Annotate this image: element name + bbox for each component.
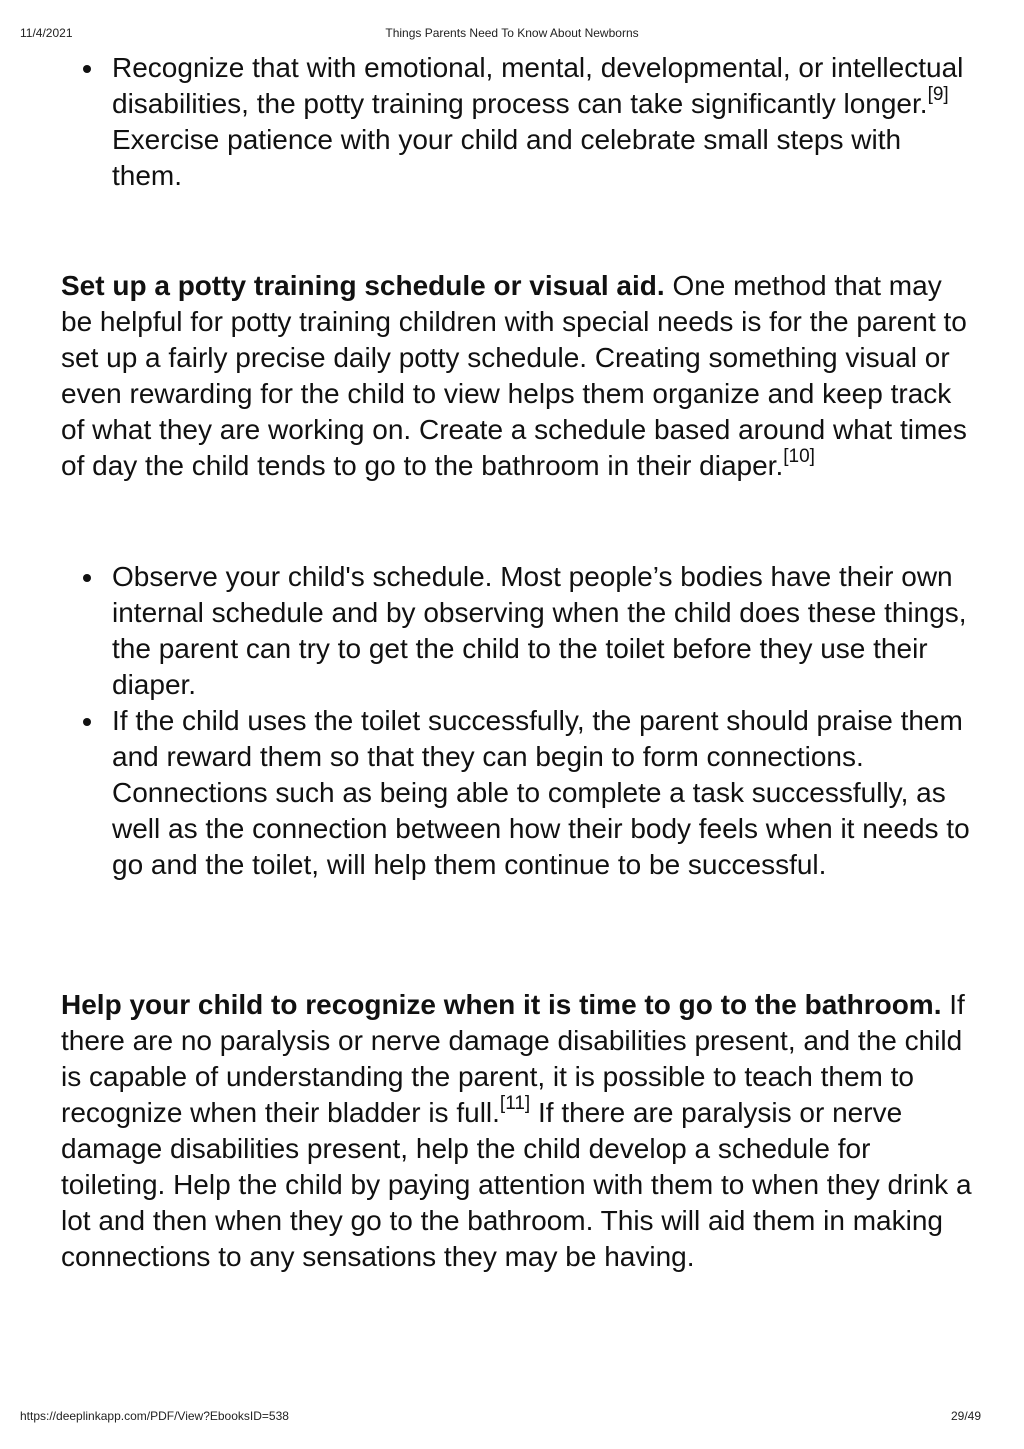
header-title: Things Parents Need To Know About Newborns xyxy=(385,26,639,40)
section-heading: Set up a potty training schedule or visual aid. xyxy=(61,270,665,301)
section-recognize-paragraph xyxy=(61,987,976,1275)
section-schedule-paragraph xyxy=(61,268,976,484)
citation-link[interactable]: [11] xyxy=(499,1093,531,1114)
bullet-list xyxy=(61,50,976,194)
bullet-icon xyxy=(83,574,91,582)
citation-link[interactable]: [9] xyxy=(927,84,949,105)
bullet-list xyxy=(61,559,976,883)
bullet-icon xyxy=(83,718,91,726)
bullet-text: Recognize that with emotional, mental, developmental, or intellectual disabilities, the potty training process can take significantly longer. xyxy=(112,52,964,119)
bullet-icon xyxy=(83,65,91,73)
paragraph-body-continued: If there are paralysis or nerve damage disabilities present, help the child develop a schedule for toileting. Help the child by paying attention with them to when they drink a lot and then when they go to the bathroom. This will aid them in making connections to any sensations they may be having. xyxy=(61,1097,972,1272)
paragraph xyxy=(61,987,976,1275)
continued-bullet-list xyxy=(61,50,976,194)
page-number: 29/49 xyxy=(950,1409,981,1423)
section-heading: Help your child to recognize when it is time to go to the bathroom. xyxy=(61,989,942,1020)
list-item xyxy=(61,50,976,194)
section-schedule-bullets xyxy=(61,559,976,883)
list-item xyxy=(61,703,976,883)
bullet-text-continued: Exercise patience with your child and celebrate small steps with them. xyxy=(112,124,902,191)
bullet-text: If the child uses the toilet successfully, the parent should praise them and reward them so that they can begin to form connections. Connections such as being able to complete a task successfully, as well as the connection between how their body feels when it needs to go and the toilet, will help them continue to be successful. xyxy=(112,705,970,880)
paragraph-body: One method that may be helpful for potty training children with special needs is for the parent to set up a fairly precise daily potty schedule. Creating something visual or even rewarding for the child to view helps them organize and keep track of what they are working on. Create a schedule based around what times of day the child tends to go to the bathroom in their diaper. xyxy=(61,270,967,481)
paragraph xyxy=(61,268,976,484)
citation-link[interactable]: [10] xyxy=(783,446,815,467)
paragraph-body: If there are no paralysis or nerve damage disabilities present, and the child is capable of understanding the parent, it is possible to teach them to recognize when their bladder is full. xyxy=(61,989,965,1128)
header-date: 11/4/2021 xyxy=(20,26,73,40)
bullet-text: Observe your child's schedule. Most people’s bodies have their own internal schedule and by observing when the child does these things, the parent can try to get the child to the toilet before they use their diaper. xyxy=(112,561,967,700)
list-item xyxy=(61,559,976,703)
footer-url: https://deeplinkapp.com/PDF/View?EbooksID=538 xyxy=(20,1409,289,1423)
